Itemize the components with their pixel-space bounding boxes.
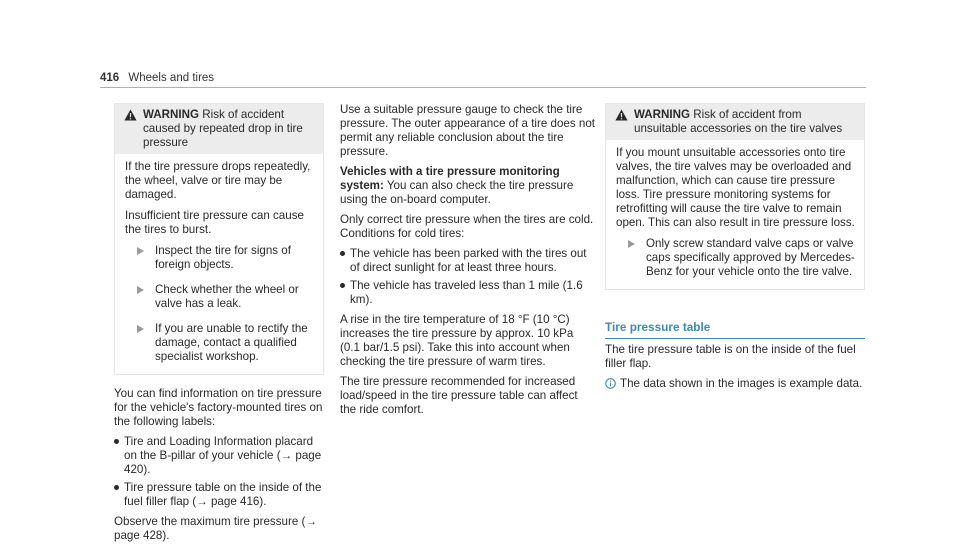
warning-title-text: Risk of accident caused by repeated drop in tire pressure: [143, 108, 303, 149]
list-item-text: Tire and Loading Information placard on the B-pillar of your vehicle (→ page 420).: [124, 435, 322, 476]
action-step: [125, 322, 315, 364]
bullet-icon: [114, 439, 119, 444]
step-arrow-icon: [137, 286, 144, 294]
tpms-heading: Vehicles with a tire pressure monitoring system:: [340, 165, 560, 192]
bullet-icon: [340, 283, 345, 288]
step-text: Check whether the wheel or valve has a leak.: [155, 283, 299, 310]
bullet-icon: [340, 251, 345, 256]
list-item-text: Tire pressure table on the inside of the fuel filler flap (→ page 416).: [124, 481, 322, 508]
gauge-paragraph: Use a suitable pressure gauge to check the tire pressure. The outer appearance of a tire does not permit any reliable conclusion about the tire pressure.: [340, 103, 596, 158]
header-divider: [100, 87, 866, 88]
section-title-tire-pressure-table: Tire pressure table: [605, 320, 865, 339]
step-arrow-icon: [628, 240, 635, 248]
chapter-title: Wheels and tires: [128, 72, 215, 84]
warning-body: [606, 140, 864, 289]
warning-title-text: Risk of accident from unsuitable accessories on the tire valves: [634, 108, 843, 135]
list-item: [114, 435, 324, 477]
step-text: Inspect the tire for signs of foreign objects.: [155, 244, 291, 271]
step-text: If you are unable to rectify the damage, contact a qualified specialist workshop.: [155, 322, 308, 363]
warning-title: [125, 108, 315, 150]
labels-list: [114, 435, 324, 509]
warning-paragraph: Insufficient tire pressure can cause the tires to burst.: [125, 209, 304, 236]
step-text: Only screw standard valve caps or valve caps specifically approved by Mercedes-Benz for your vehicle onto the tire valve.: [646, 237, 855, 278]
action-step: [616, 237, 856, 279]
warning-title: [616, 108, 856, 136]
intro-paragraph: You can find information on tire pressure for the vehicle's factory-mounted tires on the following labels:: [114, 387, 323, 428]
list-item-text: The vehicle has been parked with the tires out of direct sunlight for at least three hours.: [350, 247, 587, 274]
section-paragraph: The tire pressure table is on the inside of the fuel filler flap.: [605, 343, 856, 370]
list-item: [114, 481, 324, 509]
page-header: [100, 71, 214, 85]
list-item: [340, 279, 596, 307]
observe-paragraph: Observe the maximum tire pressure (→ page 428).: [114, 515, 317, 542]
warning-paragraph: If the tire pressure drops repeatedly, the wheel, valve or tire may be damaged.: [125, 160, 311, 201]
warning-label: WARNING: [143, 108, 200, 121]
step-arrow-icon: [137, 325, 144, 333]
warning-label: WARNING: [634, 108, 691, 121]
column-right: [605, 103, 865, 290]
warning-body: [115, 154, 323, 374]
warning-triangle-icon: [124, 109, 137, 121]
warning-paragraph: If you mount unsuitable accessories onto tire valves, the tire valves may be overloaded and malfunction, which can cause tire pressure loss. Tire pressure monitoring systems for retrofitting will cause the tire valve to remain open. This can also result in tire pressure loss.: [616, 146, 855, 229]
ride-comfort-paragraph: The tire pressure recommended for increased load/speed in the tire pressure table can affect the ride comfort.: [340, 375, 578, 416]
list-item-text: The vehicle has traveled less than 1 mile (1.6 km).: [350, 279, 583, 306]
warning-header: [606, 104, 864, 140]
warning-triangle-icon: [615, 109, 628, 121]
info-icon: [605, 378, 616, 389]
action-step: [125, 283, 315, 311]
tire-pressure-table-section: [605, 343, 865, 391]
temperature-paragraph: A rise in the tire temperature of 18 °F (10 °C) increases the tire pressure by approx. 10 kPa (0.1 bar/1.5 psi). Take this into account when checking the tire pressure of warm tires.: [340, 313, 574, 368]
warning-header: [115, 104, 323, 154]
column-left: [114, 103, 324, 549]
step-arrow-icon: [137, 247, 144, 255]
tpms-text: You can also check the tire pressure using the on-board computer.: [340, 179, 574, 206]
cold-conditions-list: [340, 247, 596, 307]
page-number: 416: [100, 72, 120, 84]
info-note: [605, 377, 865, 391]
action-step: [125, 244, 315, 272]
bullet-icon: [114, 485, 119, 490]
cold-tires-paragraph: Only correct tire pressure when the tires are cold. Conditions for cold tires:: [340, 213, 594, 240]
warning-box-tire-pressure-drop: [114, 103, 324, 375]
tpms-paragraph: [340, 165, 596, 207]
warning-box-valve-accessories: [605, 103, 865, 290]
column-middle: [340, 103, 596, 423]
list-item: [340, 247, 596, 275]
note-text: The data shown in the images is example data.: [620, 377, 863, 390]
